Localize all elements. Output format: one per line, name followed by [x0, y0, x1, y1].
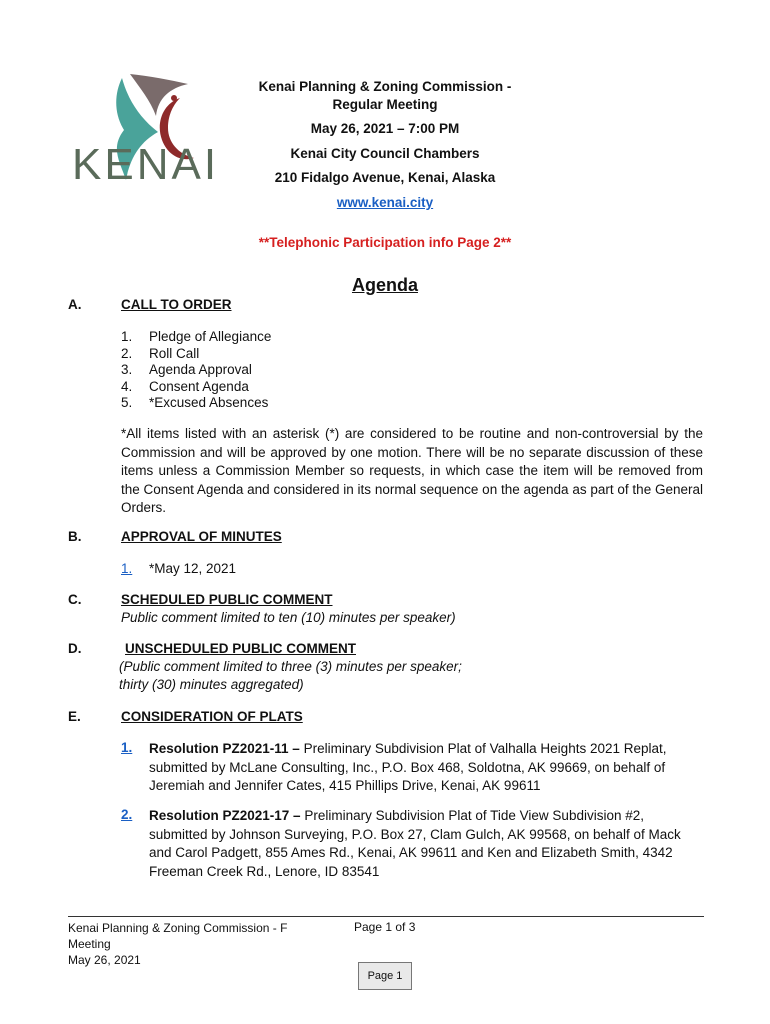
consent-agenda-note: *All items listed with an asterisk (*) are considered to be routine and non-controversial by the Commission and will be approved by one motion. There will be no separate discussion of these items unless a Commission Member so requests, in which case the item will be removed from the Consent Agenda and considered in its normal sequence on the agenda as part of the General Orders. [121, 426, 703, 515]
section-b-title: APPROVAL OF MINUTES [121, 529, 282, 544]
meeting-address: 210 Fidalgo Avenue, Kenai, Alaska [274, 170, 496, 185]
meeting-date-time: May 26, 2021 – 7:00 PM [310, 121, 460, 136]
website-link[interactable]: www.kenai.city [336, 195, 434, 210]
section-c-letter: C. [68, 592, 82, 607]
section-d-subtitle-line1: (Public comment limited to three (3) minutes per speaker; [119, 659, 462, 674]
section-c-title: SCHEDULED PUBLIC COMMENT [121, 592, 333, 607]
section-d-letter: D. [68, 641, 82, 656]
section-b-letter: B. [68, 529, 82, 544]
section-d-title: UNSCHEDULED PUBLIC COMMENT [125, 641, 356, 656]
section-a-title: CALL TO ORDER [121, 297, 232, 312]
call-to-order-list [121, 329, 271, 412]
section-e-title: CONSIDERATION OF PLATS [121, 709, 303, 724]
section-a-letter: A. [68, 297, 82, 312]
section-d-subtitle-line2: thirty (30) minutes aggregated) [119, 677, 304, 692]
footer-meeting-info: Kenai Planning & Zoning Commission - F Meeting May 26, 2021 [68, 921, 288, 967]
footer-page-count: Page 1 of 3 [354, 920, 416, 934]
section-c-subtitle: Public comment limited to ten (10) minutes per speaker) [121, 610, 456, 625]
plat-2-description: Resolution PZ2021-17 – Preliminary Subdivision Plat of Tide View Subdivision #2, submitted by Johnson Surveying, P.O. Box 27, Clam Gulch, AK 99568, on behalf of Mack and Carol Padgett, 855 Ames Rd., Kenai, AK 99611 and Ken and Elizabeth Smith, 4342 Freeman Creek Rd., Lenore, ID 83541 [149, 808, 681, 879]
minutes-item-number-link[interactable]: 1. [121, 561, 133, 576]
list-item: 1. Pledge of Allegiance [121, 329, 272, 344]
list-item: 3. Agenda Approval [121, 362, 252, 377]
header-title-line1: Kenai Planning & Zoning Commission - [258, 79, 512, 94]
list-item: 2. Roll Call [121, 345, 200, 361]
footer-divider [68, 916, 704, 917]
list-item: 5. *Excused Absences [121, 395, 269, 410]
section-e-letter: E. [68, 709, 81, 724]
plat-1-number-link[interactable]: 1. [121, 740, 133, 755]
agenda-heading: Agenda [351, 275, 418, 295]
page-number-stamp: Page 1 [358, 962, 412, 990]
minutes-item-label: *May 12, 2021 [149, 561, 237, 576]
plat-1-description: Resolution PZ2021-11 – Preliminary Subdivision Plat of Valhalla Heights 2021 Replat, submitted by McLane Consulting, Inc., P.O. Box 468, Soldotna, AK 99669, on behalf of Jeremiah and Jennifer Cates, 415 Phillips Drive, Kenai, AK 99611 [149, 741, 667, 793]
plat-2-number-link[interactable]: 2. [121, 807, 133, 822]
telephonic-notice: **Telephonic Participation info Page 2** [258, 235, 512, 250]
list-item: 4. Consent Agenda [121, 378, 249, 394]
header-title-line2: Regular Meeting [332, 97, 438, 112]
meeting-location: Kenai City Council Chambers [290, 146, 480, 161]
logo-wordmark: KENAI [72, 140, 220, 189]
